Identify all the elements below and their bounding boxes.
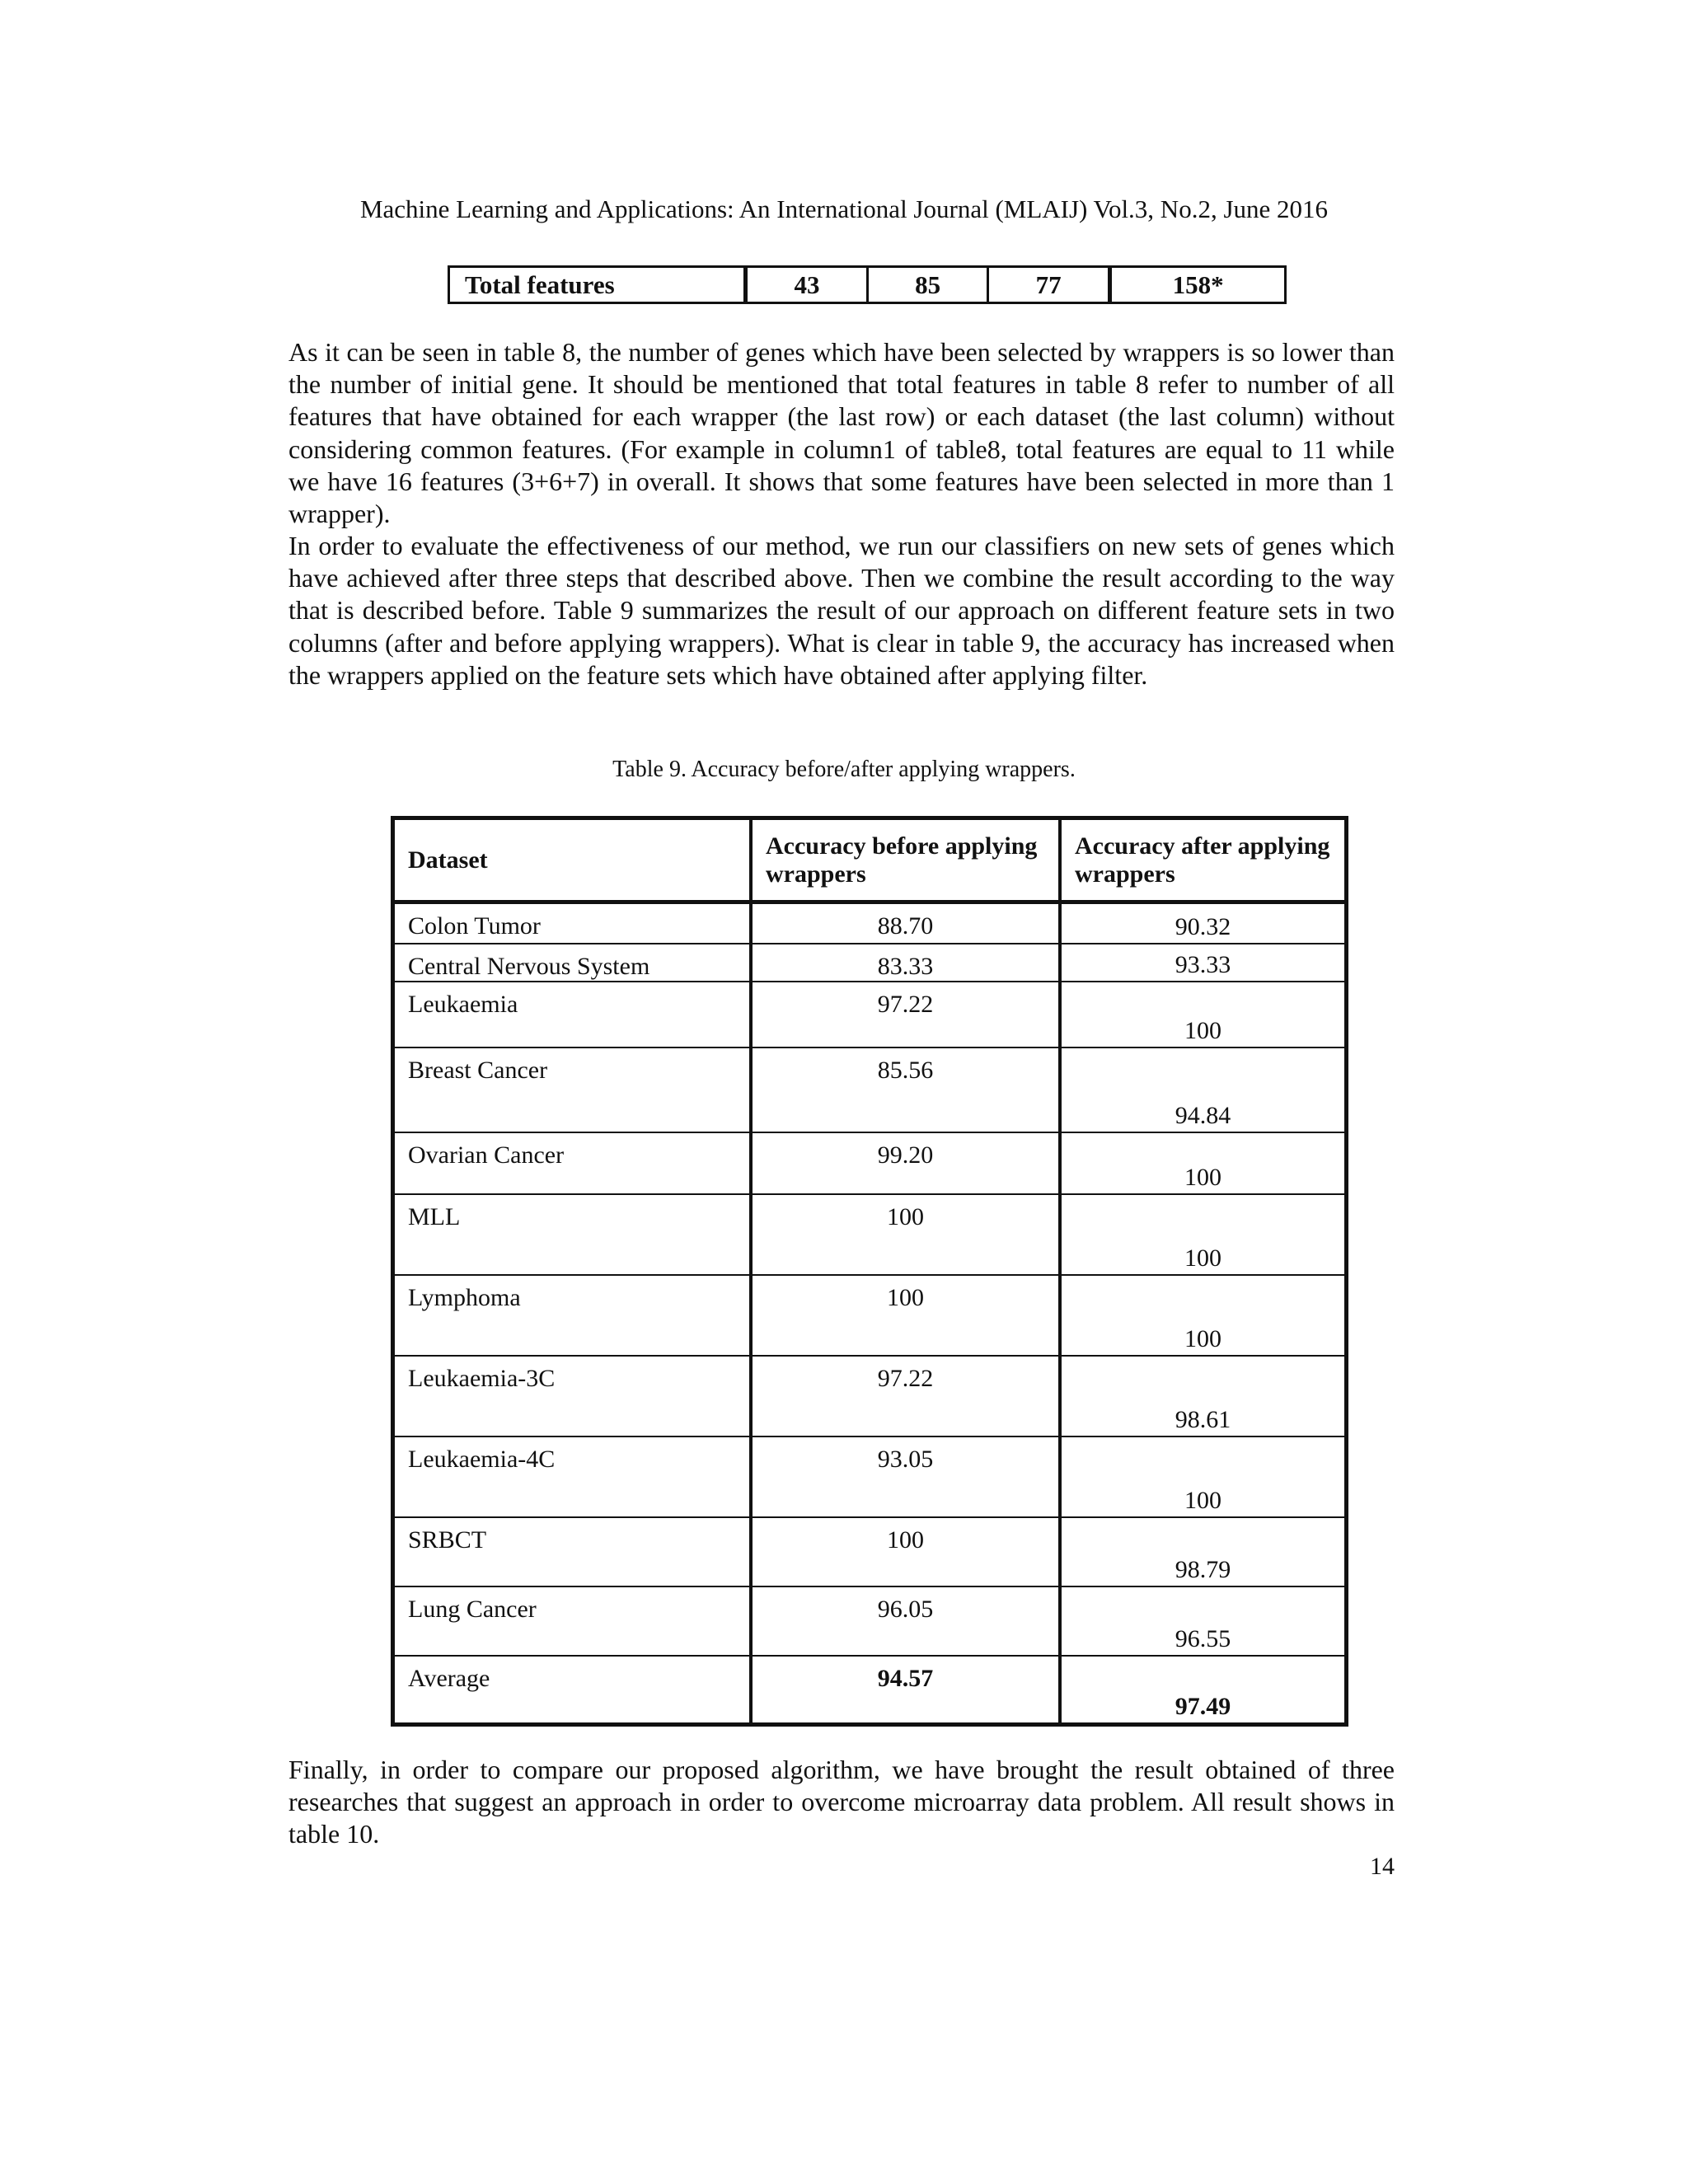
total-features-value: 43 bbox=[746, 267, 868, 303]
accuracy-after-cell: 90.32 bbox=[1060, 902, 1347, 944]
dataset-cell: Leukaemia bbox=[393, 982, 752, 1047]
total-features-value: 158* bbox=[1110, 267, 1286, 303]
table-row bbox=[393, 1356, 1347, 1436]
dataset-cell: Lung Cancer bbox=[393, 1586, 752, 1656]
table-row bbox=[393, 1194, 1347, 1275]
paragraph-evaluation: In order to evaluate the effectiveness of our method, we run our classifiers on new sets of genes which have achieved after three steps that described above. Then we combine the result according to the way that is described before. Table 9 summarizes the result of our approach on different feature sets in two columns (after and before applying wrappers). What is clear in table 9, the accuracy has increased when the wrappers applied on the feature sets which have obtained after applying filter. bbox=[288, 531, 1395, 690]
table-row bbox=[393, 1517, 1347, 1586]
accuracy-table bbox=[391, 816, 1348, 1727]
table-header-row bbox=[393, 818, 1347, 902]
accuracy-before-cell: 96.05 bbox=[751, 1586, 1060, 1656]
accuracy-after-cell: 100 bbox=[1060, 1132, 1347, 1194]
dataset-cell: Colon Tumor bbox=[393, 902, 752, 944]
accuracy-before-cell: 100 bbox=[751, 1517, 1060, 1586]
header-accuracy-before: Accuracy before applying wrappers bbox=[751, 818, 1060, 902]
table-row bbox=[393, 1436, 1347, 1517]
dataset-cell: Leukaemia-3C bbox=[393, 1356, 752, 1436]
table-row bbox=[393, 1275, 1347, 1356]
total-features-label: Total features bbox=[449, 267, 746, 303]
total-features-row bbox=[449, 267, 1286, 303]
table-row bbox=[393, 1586, 1347, 1656]
accuracy-after-cell: 100 bbox=[1060, 1194, 1347, 1275]
header-dataset: Dataset bbox=[393, 818, 752, 902]
table-row bbox=[393, 902, 1347, 944]
accuracy-before-cell: 100 bbox=[751, 1275, 1060, 1356]
accuracy-before-cell: 93.05 bbox=[751, 1436, 1060, 1517]
accuracy-before-cell: 97.22 bbox=[751, 982, 1060, 1047]
table-row bbox=[393, 1132, 1347, 1194]
table-row bbox=[393, 944, 1347, 982]
journal-header: Machine Learning and Applications: An International Journal (MLAIJ) Vol.3, No.2, June 2016 bbox=[359, 194, 1329, 223]
dataset-cell: Leukaemia-4C bbox=[393, 1436, 752, 1517]
accuracy-after-cell: 100 bbox=[1060, 1275, 1347, 1356]
table9-caption: Table 9. Accuracy before/after applying wrappers. bbox=[612, 757, 1076, 782]
accuracy-before-cell: 99.20 bbox=[751, 1132, 1060, 1194]
dataset-cell: MLL bbox=[393, 1194, 752, 1275]
dataset-cell: Breast Cancer bbox=[393, 1047, 752, 1132]
total-features-table bbox=[448, 265, 1287, 304]
accuracy-after-cell: 94.84 bbox=[1060, 1047, 1347, 1132]
accuracy-before-cell: 83.33 bbox=[751, 944, 1060, 982]
table-row bbox=[393, 1047, 1347, 1132]
accuracy-after-cell: 98.79 bbox=[1060, 1517, 1347, 1586]
paragraph-comparison: Finally, in order to compare our proposed algorithm, we have brought the result obtained of three researches that suggest an approach in order to overcome microarray data problem. All result shows in table 10. bbox=[288, 1755, 1395, 1849]
accuracy-after-cell: 96.55 bbox=[1060, 1586, 1347, 1656]
total-features-value: 85 bbox=[868, 267, 988, 303]
table-row bbox=[393, 982, 1347, 1047]
accuracy-before-cell: 94.57 bbox=[751, 1656, 1060, 1725]
table-row-average bbox=[393, 1656, 1347, 1725]
dataset-cell: Central Nervous System bbox=[393, 944, 752, 982]
dataset-cell: Lymphoma bbox=[393, 1275, 752, 1356]
accuracy-before-cell: 100 bbox=[751, 1194, 1060, 1275]
accuracy-after-cell: 93.33 bbox=[1060, 944, 1347, 982]
accuracy-before-cell: 85.56 bbox=[751, 1047, 1060, 1132]
total-features-value: 77 bbox=[988, 267, 1110, 303]
accuracy-before-cell: 97.22 bbox=[751, 1356, 1060, 1436]
dataset-cell: Ovarian Cancer bbox=[393, 1132, 752, 1194]
header-accuracy-after: Accuracy after applying wrappers bbox=[1060, 818, 1347, 902]
paragraph-table8-discussion: As it can be seen in table 8, the number of genes which have been selected by wrappers is so lower than the number of initial gene. It should be mentioned that total features in table 8 refer to number of all features that have obtained for each wrapper (the last row) or each dataset (the last column) without considering common features. (For example in column1 of table8, total features are equal to 11 while we have 16 features (3+6+7) in overall. It shows that some features have been selected in more than 1 wrapper). bbox=[288, 337, 1395, 529]
dataset-cell: Average bbox=[393, 1656, 752, 1725]
dataset-cell: SRBCT bbox=[393, 1517, 752, 1586]
page-number: 14 bbox=[1370, 1853, 1395, 1880]
accuracy-after-cell: 97.49 bbox=[1060, 1656, 1347, 1725]
accuracy-before-cell: 88.70 bbox=[751, 902, 1060, 944]
accuracy-after-cell: 98.61 bbox=[1060, 1356, 1347, 1436]
accuracy-after-cell: 100 bbox=[1060, 1436, 1347, 1517]
accuracy-after-cell: 100 bbox=[1060, 982, 1347, 1047]
